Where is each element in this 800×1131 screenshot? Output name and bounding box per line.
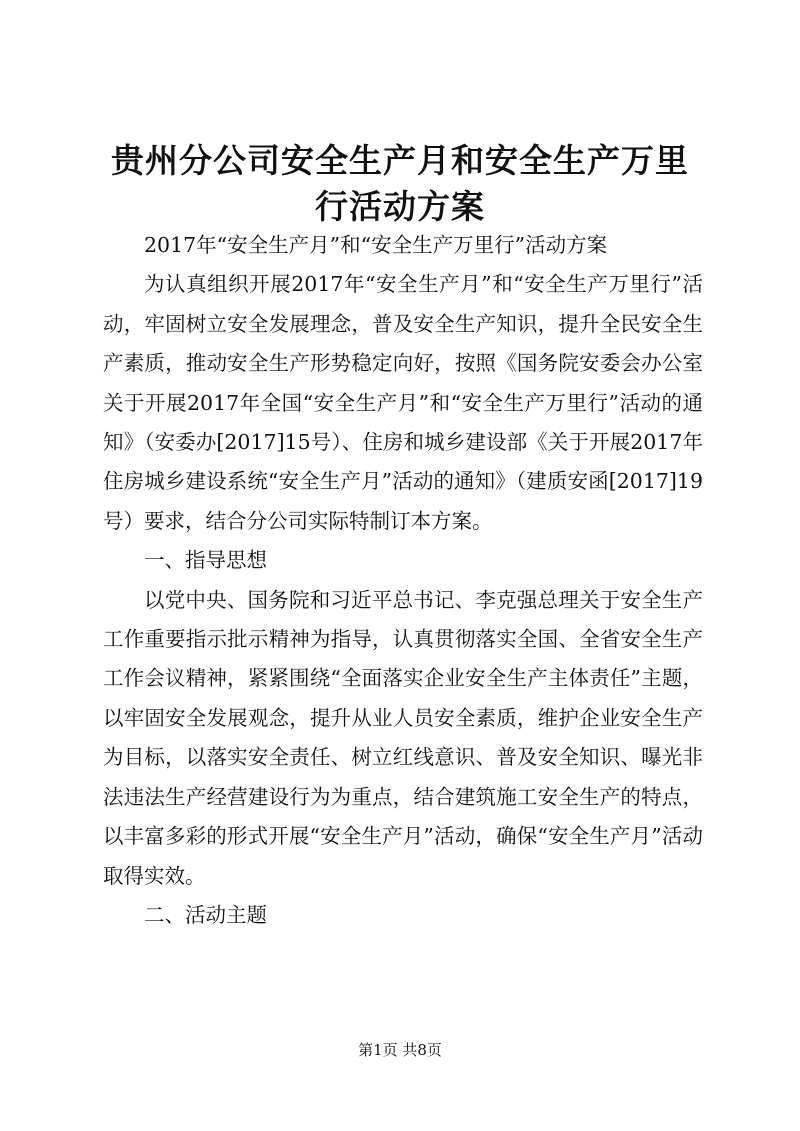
document-subtitle: 2017年“安全生产月”和“安全生产万里行”活动方案 xyxy=(144,233,608,257)
document-title: 贵州分公司安全生产月和安全生产万里行活动方案 xyxy=(111,141,689,226)
section-heading-guiding-ideology: 一、指导思想 xyxy=(144,548,267,573)
intro-paragraph: 为认真组织开展2017年“安全生产月”和“安全生产万里行”活动，牢固树立安全发展理念，普及安全生产知识，提升全民安全生产素质，推动安全生产形势稳定向好，按照《国务院安委会办公室关于开展2017年全国“安全生产月”和“安全生产万里行”活动的通知》（安委办[2017]15号）、住房和城乡建设部《关于开展2017年住房城乡建设系统“安全生产月”活动的通知》（建质安函[2017]19号）要求，结合分公司实际特制订本方案。 xyxy=(103,272,703,533)
document-body xyxy=(103,226,703,935)
section-heading-activity-theme: 二、活动主题 xyxy=(144,902,267,927)
guiding-ideology-paragraph: 以党中央、国务院和习近平总书记、李克强总理关于安全生产工作重要指示批示精神为指导，认真贯彻落实全国、全省安全生产工作会议精神，紧紧围绕“全面落实企业安全生产主体责任”主题，以牢固安全发展观念，提升从业人员安全素质，维护企业安全生产为目标，以落实安全责任、树立红线意识、普及安全知识、曝光非法违法生产经营建设行为为重点，结合建筑施工安全生产的特点，以丰富多彩的形式开展“安全生产月”活动，确保“安全生产月”活动取得实效。 xyxy=(103,587,703,888)
page-footer: 第1页 共8页 xyxy=(358,1041,442,1059)
